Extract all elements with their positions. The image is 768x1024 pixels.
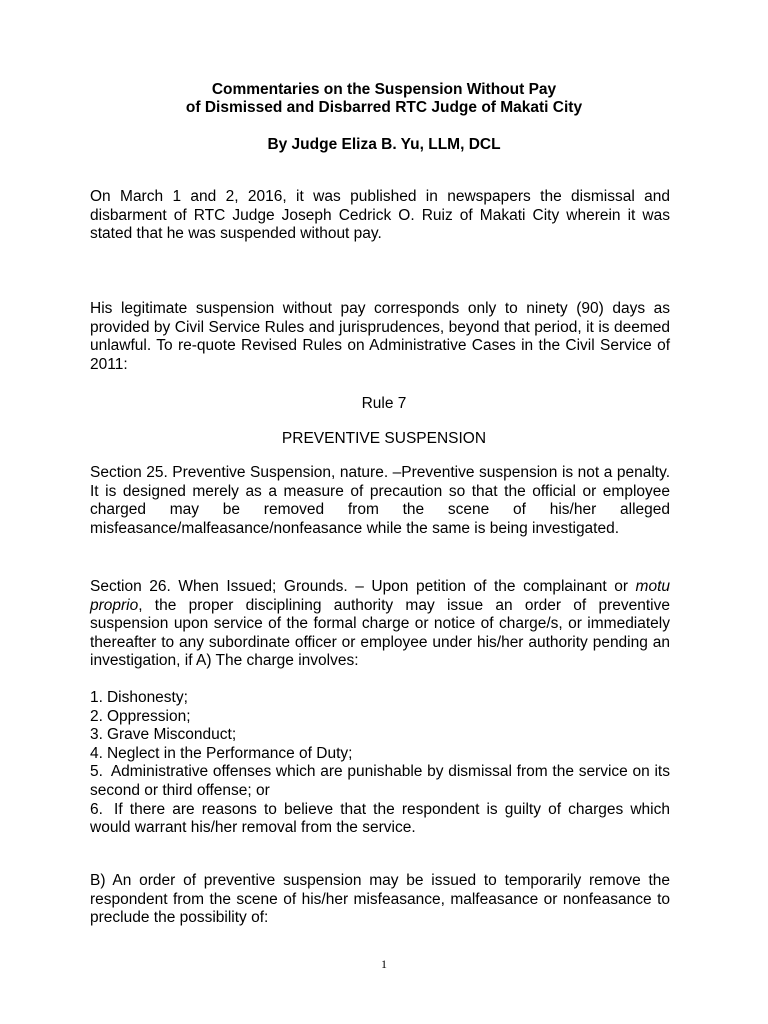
rule-title: PREVENTIVE SUSPENSION — [281, 430, 487, 447]
section-26 — [90, 578, 670, 671]
section-26-rest: , the proper disciplining authority may issue an order of preventive suspension upon service of the formal charge or notice of charge/s, or immediately thereafter to any subordinate officer or employee under his/her authority pending an investigation, if A) The charge involves: — [90, 596, 670, 670]
list-item-number: 2. — [90, 707, 103, 725]
page-number: 1 — [381, 957, 387, 971]
paragraph-publication: On March 1 and 2, 2016, it was published in newspapers the dismissal and disbarment of RTC Judge Joseph Cedrick O. Ruiz of Makati City wherein it was stated that he was suspended without pay. — [90, 188, 670, 243]
list-item-text: Oppression; — [106, 707, 191, 725]
list-item — [90, 689, 670, 708]
list-item — [90, 763, 670, 800]
list-item-text: Neglect in the Performance of Duty; — [106, 744, 353, 762]
author-line: By Judge Eliza B. Yu, LLM, DCL — [267, 136, 501, 153]
rule-heading: Rule 7 — [361, 395, 407, 412]
list-item — [90, 801, 670, 838]
list-item-number: 5. — [90, 763, 103, 781]
list-item — [90, 745, 670, 764]
paragraph-suspension-limit: His legitimate suspension without pay corresponds only to ninety (90) days as provided by Civil Service Rules and jurisprudences, beyond that period, it is deemed unlawful. To re-quote Revised Rules on Administrative Cases in the Civil Service of 2011: — [90, 300, 670, 373]
list-item-number: 6. — [90, 800, 103, 818]
list-item-text: Dishonesty; — [106, 689, 188, 706]
title-line-2: of Dismissed and Disbarred RTC Judge of Makati City — [185, 99, 583, 116]
list-item — [90, 708, 670, 727]
list-item-text: Grave Misconduct; — [106, 726, 237, 744]
list-item-text: If there are reasons to believe that the respondent is guilty of charges which would warrant his/her removal from the service. — [90, 800, 670, 837]
section-26-italic: motu proprio — [90, 578, 671, 614]
list-item-number: 4. — [90, 744, 103, 762]
section-25: Section 25. Preventive Suspension, nature. –Preventive suspension is not a penalty. It is designed merely as a measure of precaution so that the official or employee charged may be removed from the scene of his/her alleged misfeasance/malfeasance/nonfeasance while the same is being investigated. — [90, 464, 670, 537]
list-item-number: 1. — [90, 689, 103, 706]
list-item-text: Administrative offenses which are punishable by dismissal from the service on its second or third offense; or — [90, 763, 670, 799]
list-item — [90, 726, 670, 745]
paragraph-b: B) An order of preventive suspension may be issued to temporarily remove the respondent from the scene of his/her misfeasance, malfeasance or nonfeasance to preclude the possibility of: — [90, 872, 670, 927]
title-line-1: Commentaries on the Suspension Without Pay — [211, 81, 557, 98]
grounds-list — [90, 689, 670, 838]
section-26-start: Section 26. When Issued; Grounds. – Upon petition of the complainant or — [90, 578, 628, 595]
list-item-number: 3. — [90, 726, 103, 744]
